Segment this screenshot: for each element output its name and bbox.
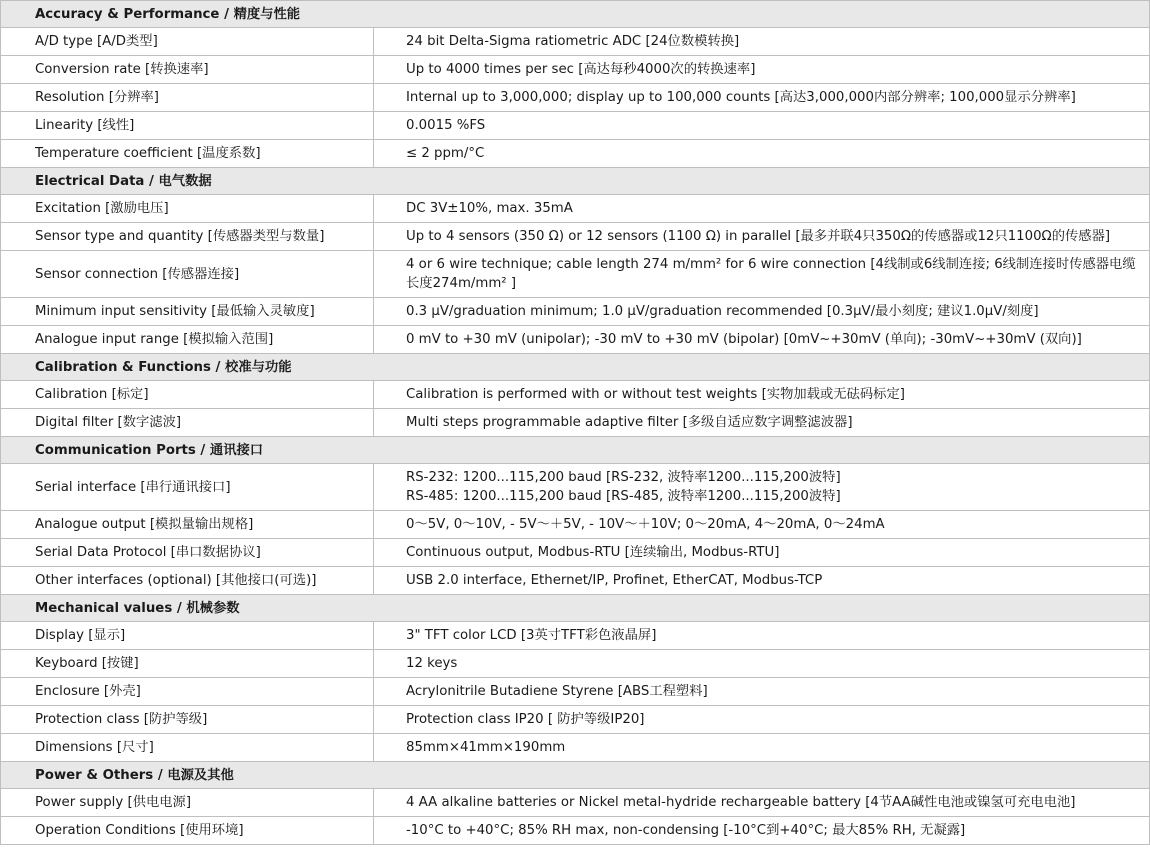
spec-value: [374, 464, 1150, 511]
spec-label: Sensor type and quantity [传感器类型与数量]: [1, 223, 374, 251]
spec-value: DC 3V±10%, max. 35mA: [374, 195, 1150, 223]
spec-value: Multi steps programmable adaptive filter [多级自适应数字调整滤波器]: [374, 409, 1150, 437]
spec-label: Serial Data Protocol [串口数据协议]: [1, 539, 374, 567]
section-header: [1, 595, 1150, 622]
spec-label: Analogue output [模拟量输出规格]: [1, 511, 374, 539]
spec-label: Digital filter [数字滤波]: [1, 409, 374, 437]
spec-value: 0.0015 %FS: [374, 112, 1150, 140]
spec-label: Calibration [标定]: [1, 381, 374, 409]
table-row: [1, 650, 1150, 678]
spec-value: Continuous output, Modbus-RTU [连续输出, Modbus-RTU]: [374, 539, 1150, 567]
table-row: [1, 734, 1150, 762]
spec-label: Excitation [激励电压]: [1, 195, 374, 223]
table-row: [1, 622, 1150, 650]
section-title: Accuracy & Performance / 精度与性能: [1, 1, 1150, 28]
spec-value: 4 AA alkaline batteries or Nickel metal-hydride rechargeable battery [4节AA碱性电池或镍氢可充电电池]: [374, 789, 1150, 817]
table-row: [1, 817, 1150, 845]
table-row: [1, 28, 1150, 56]
section-header: [1, 762, 1150, 789]
table-row: [1, 409, 1150, 437]
table-row: [1, 511, 1150, 539]
section-header: [1, 354, 1150, 381]
table-row: [1, 298, 1150, 326]
table-row: [1, 539, 1150, 567]
table-row: [1, 567, 1150, 595]
spec-label: Dimensions [尺寸]: [1, 734, 374, 762]
spec-value-line: RS-232: 1200...115,200 baud [RS-232, 波特率1200...115,200波特]: [406, 470, 841, 485]
spec-label: Power supply [供电电源]: [1, 789, 374, 817]
spec-value: 3" TFT color LCD [3英寸TFT彩色液晶屏]: [374, 622, 1150, 650]
spec-label: Other interfaces (optional) [其他接口(可选)]: [1, 567, 374, 595]
spec-label: Conversion rate [转换速率]: [1, 56, 374, 84]
spec-value: 4 or 6 wire technique; cable length 274 m/mm² for 6 wire connection [4线制或6线制连接; 6线制连接时传感器电缆长度274m/mm² ]: [374, 251, 1150, 298]
table-row: [1, 789, 1150, 817]
spec-label: Display [显示]: [1, 622, 374, 650]
table-row: [1, 678, 1150, 706]
spec-value: Internal up to 3,000,000; display up to 100,000 counts [高达3,000,000内部分辨率; 100,000显示分辨率]: [374, 84, 1150, 112]
spec-label: Linearity [线性]: [1, 112, 374, 140]
spec-label: Serial interface [串行通讯接口]: [1, 464, 374, 511]
section-title: Calibration & Functions / 校准与功能: [1, 354, 1150, 381]
spec-value: Up to 4 sensors (350 Ω) or 12 sensors (1100 Ω) in parallel [最多并联4只350Ω的传感器或12只1100Ω的传感器]: [374, 223, 1150, 251]
table-row: [1, 251, 1150, 298]
spec-value: 24 bit Delta-Sigma ratiometric ADC [24位数模转换]: [374, 28, 1150, 56]
spec-label: Minimum input sensitivity [最低输入灵敏度]: [1, 298, 374, 326]
section-header: [1, 437, 1150, 464]
spec-value: 0～5V, 0～10V, - 5V～＋5V, - 10V～＋10V; 0～20mA, 4～20mA, 0～24mA: [374, 511, 1150, 539]
section-title: Power & Others / 电源及其他: [1, 762, 1150, 789]
spec-value: Up to 4000 times per sec [高达每秒4000次的转换速率]: [374, 56, 1150, 84]
table-row: [1, 195, 1150, 223]
table-row: [1, 56, 1150, 84]
spec-value: -10°C to +40°C; 85% RH max, non-condensing [-10°C到+40°C; 最大85% RH, 无凝露]: [374, 817, 1150, 845]
spec-value: Protection class IP20 [ 防护等级IP20]: [374, 706, 1150, 734]
spec-label: Protection class [防护等级]: [1, 706, 374, 734]
table-row: [1, 381, 1150, 409]
spec-label: Analogue input range [模拟输入范围]: [1, 326, 374, 354]
spec-value: 0 mV to +30 mV (unipolar); -30 mV to +30 mV (bipolar) [0mV~+30mV (单向); -30mV~+30mV (双向)]: [374, 326, 1150, 354]
spec-label: Temperature coefficient [温度系数]: [1, 140, 374, 168]
section-title: Communication Ports / 通讯接口: [1, 437, 1150, 464]
spec-value: 85mm×41mm×190mm: [374, 734, 1150, 762]
table-row: [1, 223, 1150, 251]
table-row: [1, 706, 1150, 734]
section-header: [1, 168, 1150, 195]
spec-value: ≤ 2 ppm/°C: [374, 140, 1150, 168]
spec-label: Enclosure [外壳]: [1, 678, 374, 706]
table-row: [1, 326, 1150, 354]
spec-value: Calibration is performed with or without test weights [实物加载或无砝码标定]: [374, 381, 1150, 409]
spec-label: Keyboard [按键]: [1, 650, 374, 678]
section-title: Mechanical values / 机械参数: [1, 595, 1150, 622]
spec-label: A/D type [A/D类型]: [1, 28, 374, 56]
section-header: [1, 1, 1150, 28]
spec-value: 12 keys: [374, 650, 1150, 678]
spec-value-line: RS-485: 1200...115,200 baud [RS-485, 波特率1200...115,200波特]: [406, 489, 841, 504]
spec-label: Resolution [分辨率]: [1, 84, 374, 112]
section-title: Electrical Data / 电气数据: [1, 168, 1150, 195]
spec-label: Sensor connection [传感器连接]: [1, 251, 374, 298]
spec-label: Operation Conditions [使用环境]: [1, 817, 374, 845]
spec-value: Acrylonitrile Butadiene Styrene [ABS工程塑料]: [374, 678, 1150, 706]
table-row: [1, 140, 1150, 168]
table-row: [1, 84, 1150, 112]
spec-value: 0.3 μV/graduation minimum; 1.0 μV/graduation recommended [0.3μV/最小刻度; 建议1.0μV/刻度]: [374, 298, 1150, 326]
spec-value: USB 2.0 interface, Ethernet/IP, Profinet, EtherCAT, Modbus-TCP: [374, 567, 1150, 595]
table-row: [1, 464, 1150, 511]
table-row: [1, 112, 1150, 140]
